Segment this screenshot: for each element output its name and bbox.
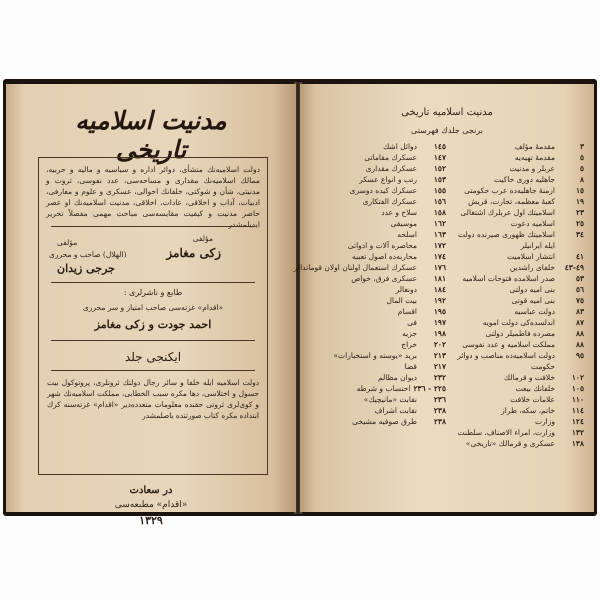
- entry-title: اسلاميتك اول عربلرك اشتغالى: [460, 208, 555, 217]
- contents-entry: [310, 284, 446, 295]
- page-number: ٢١٣: [433, 351, 446, 360]
- page-number: ١٥٨: [433, 208, 446, 217]
- entry-title: ديوان مظالم: [377, 373, 417, 382]
- page-number: ١٩٨: [433, 329, 446, 338]
- page-number: ١٥٢: [433, 164, 446, 173]
- contents-entry: [448, 394, 584, 405]
- author-name: جرجى زيدان: [57, 262, 115, 275]
- entry-title: نقابت «مانيچيك»: [363, 395, 417, 404]
- entry-title: حكومت: [530, 362, 555, 371]
- page-number: ٥: [579, 153, 584, 162]
- divider: [51, 370, 255, 371]
- entry-title: علامات خلافت: [510, 395, 555, 404]
- entry-title: محاصره آلات و ادواتى: [347, 241, 417, 250]
- page-number: ١١٠: [571, 395, 584, 404]
- page-number: ١٩٥: [433, 307, 446, 316]
- entry-title: مقدمهٔ مؤلف: [514, 142, 555, 151]
- contents-entry: [310, 306, 446, 317]
- page-header: مدنيت اسلاميه تاريخى: [401, 107, 493, 118]
- entry-title: طرق صوفيه مشيخى: [352, 417, 417, 426]
- contents-entry: [448, 339, 584, 350]
- divider: [51, 282, 255, 283]
- entry-title: فى: [407, 318, 417, 327]
- page-number: ١٣٢: [571, 428, 584, 437]
- page-number: ١٥٣: [433, 175, 446, 184]
- divider: [51, 226, 255, 227]
- page-number: ٨: [579, 175, 584, 184]
- page-number: ٢٣٦: [433, 395, 446, 404]
- contents-entry: [448, 383, 584, 394]
- entry-title: عسكرك مقدارى: [365, 164, 417, 173]
- page-number: ٥٦: [575, 285, 584, 294]
- contents-entry: [448, 405, 584, 416]
- page-number: ٢٥: [575, 219, 584, 228]
- page-number: ٨٧: [575, 318, 584, 327]
- contents-entry: [310, 383, 446, 394]
- contents-entry: [448, 438, 584, 449]
- page-number: ١٥٦: [433, 197, 446, 206]
- page-number: ١٦٣: [433, 230, 446, 239]
- entry-title: اقسام: [397, 307, 417, 316]
- entry-title: عسكرك كيده دوسرى: [349, 186, 417, 195]
- contents-entry: [310, 394, 446, 405]
- contents-entry: [448, 251, 584, 262]
- contents-entry: [448, 240, 584, 251]
- page-number: ٨٣: [575, 307, 584, 316]
- page-number: ٥٣: [575, 274, 584, 283]
- contents-page: [293, 84, 594, 512]
- book-title: مدنيت اسلاميه تاريخى: [75, 106, 227, 164]
- contents-entry: [448, 196, 584, 207]
- page-number: ١٧٢: [433, 241, 446, 250]
- entry-title: قضا: [404, 362, 417, 371]
- entry-title: اسلاميتك ظهورى صيرنده دولت: [458, 230, 555, 239]
- entry-title: عسكرك استعمال اولنان اولان قوماندالر: [293, 263, 417, 272]
- page-number: ١٢٤: [571, 417, 584, 426]
- entry-title: بنى اميه قوتى: [511, 296, 555, 305]
- contents-entry: [310, 372, 446, 383]
- page-number: ١٧٦: [433, 263, 446, 272]
- page-number: [558, 361, 584, 372]
- page-number: ٢٢٥ - ٢٣٦: [413, 384, 446, 393]
- publisher-names: احمد جودت و زكى مغامز: [94, 318, 212, 331]
- entry-title: خلفانك بيعت: [515, 384, 555, 393]
- entry-title: نقابت اشراف: [374, 406, 417, 415]
- contents-entry: [310, 240, 446, 251]
- entry-title: دوائل اشك: [383, 142, 417, 151]
- page-number: ٢٣٨: [433, 417, 446, 426]
- entry-title: اندلسده‌كى دولت امويه: [482, 318, 555, 327]
- publisher-label: طابع و ناشرلرى :: [123, 288, 183, 297]
- page-number: ٢١٧: [433, 362, 446, 371]
- divider: [51, 340, 255, 341]
- entry-title: موسيقى: [390, 219, 417, 228]
- page-number: ٣: [579, 142, 584, 151]
- page-number: ١٨١: [433, 274, 446, 283]
- volume-label: ايكنجى جلد: [124, 350, 182, 364]
- entry-title: انتشار اسلاميت: [507, 252, 555, 261]
- entry-title: جاهليه دورى حاكيت: [494, 175, 555, 184]
- contents-entry: [310, 163, 446, 174]
- contents-column-right: [448, 141, 584, 449]
- contents-entry: [448, 229, 584, 240]
- contents-entry: [448, 152, 584, 163]
- author-label: مؤلفى: [192, 234, 213, 243]
- page-number: ١٣٨: [571, 439, 584, 448]
- contents-entry: [310, 295, 446, 306]
- contents-entry: [310, 196, 446, 207]
- contents-entry: [310, 416, 446, 427]
- contents-heading: برنجى جلدك فهرستى: [411, 126, 483, 135]
- entry-title: وزارت، امراء الاصناف، سلطنت: [457, 428, 555, 437]
- contents-entry: [448, 295, 584, 306]
- page-number: ٢٣٨: [433, 406, 446, 415]
- contents-entry: [293, 262, 446, 273]
- entry-title: خلفاى راشدين: [509, 263, 555, 272]
- contents-entry: [448, 372, 584, 383]
- page-number: ١٩٧: [433, 318, 446, 327]
- contents-entry: [310, 361, 446, 372]
- author-label: مؤلفى: [57, 238, 78, 247]
- author-note: (الهلال) صاحب و محررى: [49, 250, 127, 259]
- contents-entry: [310, 141, 446, 152]
- page-number: ١٠٢: [571, 373, 584, 382]
- entry-title: سلاح و عدد: [381, 208, 417, 217]
- title-page: [6, 84, 296, 527]
- page-number: ١٧٤: [433, 252, 446, 261]
- page-number: ٣٤: [575, 230, 584, 239]
- contents-entry: [448, 141, 584, 152]
- page-number: ١٦٢: [433, 219, 446, 228]
- publication-place: در سعادت: [129, 485, 173, 496]
- contents-entry: [448, 207, 584, 218]
- author-name: زكى مغامز: [166, 246, 221, 260]
- contents-entry: [310, 273, 446, 284]
- page-number: ١٥: [575, 186, 584, 195]
- entry-title: دولت عباسيه: [514, 307, 555, 316]
- series-note: دولت اسلاميه ايله خلفا و سائر رجال دولتك ثروتلرى، پروتوكول بيت حسول و اختلاسى، دها مكره سبب الخطابى، مملكت اسلاميه‌نك شهر و كوى‌لرى ثروتى حقنده معلومات متعدده‌دیر «اقدام» غزته‌سنه كرك ابتداده مكره كتاب صورتنده باصلمشدر: [47, 378, 259, 420]
- page-number: ٨٨: [575, 329, 584, 338]
- entry-title: مملكت اسلاميه و عدد نفوسى: [462, 340, 555, 349]
- page-number: ١٤٧: [433, 153, 446, 162]
- intro-text: دولت اسلاميه‌نك منشأى، دوائر اداره و سياسيه و مالیه و حربيه، ممالك اسلاميه‌نك مقدارى و مساحه‌سى، عدد نفوسى، ثروت و مدنيتى، شأن و شوكتى، خلفانك احوالى، عسكرى و علوم و معارفى، ادبيات، آداب و اخلاقى، عادات، اخلاقى، مدنيت اسلاميه‌نك او عصر حاضر مدنيت و كيفيت مقایسه‌سى مباحث مهمی مفصلاً تحرير ايديلمشدر: [46, 165, 260, 229]
- contents-entry: [310, 328, 446, 339]
- entry-title: عسكرك الفتكارى: [362, 197, 417, 206]
- entry-title: محاربه‌ده اصول تعبيه: [352, 252, 417, 261]
- entry-title: صدر اسلامده فتوحات اسلاميه: [462, 274, 555, 283]
- page-number: ١٩٢: [433, 296, 446, 305]
- page-number: ١٩: [575, 197, 584, 206]
- contents-entry: [310, 152, 446, 163]
- publication-year: ١٣٢٩: [139, 514, 163, 527]
- entry-title: كعبهٔ معظمه، تجارت، قريش: [468, 197, 555, 206]
- entry-title: بنى اميه دولتى: [509, 285, 555, 294]
- contents-entry: [448, 273, 584, 284]
- entry-title: عسكرى و قرمالك «تاريخى»: [465, 439, 555, 448]
- contents-entry: [448, 185, 584, 196]
- contents-entry: [448, 284, 584, 295]
- page-number: ٤١: [575, 252, 584, 261]
- page-number: ٩٥: [575, 351, 584, 360]
- contents-entry: [448, 350, 584, 361]
- entry-title: اسلاميه دعوت: [510, 219, 555, 228]
- page-number: ٥: [579, 164, 584, 173]
- contents-entry: [448, 306, 584, 317]
- contents-entry: [448, 416, 584, 427]
- entry-title: جزيه: [402, 329, 417, 338]
- page-number: ١٨٤: [433, 285, 446, 294]
- contents-entry: [310, 317, 446, 328]
- contents-entry: [310, 174, 446, 185]
- contents-entry: [310, 251, 446, 262]
- contents-entry: [448, 262, 584, 273]
- entry-title: دونغالر: [395, 285, 417, 294]
- page-number: ١٠٥: [571, 384, 584, 393]
- contents-entry: [448, 361, 584, 372]
- entry-title: وزارت: [534, 417, 555, 426]
- contents-entry: [448, 328, 584, 339]
- entry-title: بريد «يوسته و استخبارات»: [333, 351, 417, 360]
- page-number: ٨٨: [575, 340, 584, 349]
- entry-title: خراج: [401, 340, 417, 349]
- entry-title: اسلحه: [397, 230, 417, 239]
- contents-entry: [310, 185, 446, 196]
- entry-title: دولت اسلاميه‌ده مناصب و دوائر: [457, 351, 555, 360]
- contents-entry: [448, 218, 584, 229]
- entry-title: بيت المال: [386, 296, 417, 305]
- page-number: ٧٥: [575, 296, 584, 305]
- contents-entry: [310, 350, 446, 361]
- entry-title: مقدمهٔ تهيه‌يه: [514, 153, 555, 162]
- page-number: ٤٩-٤٣: [564, 263, 584, 272]
- entry-title: خلافت و قرمالك: [503, 373, 555, 382]
- entry-title: عسكرى فرق، خواص: [351, 274, 417, 283]
- contents-entry: [448, 163, 584, 174]
- page-number: [558, 240, 584, 251]
- contents-entry: [310, 207, 446, 218]
- contents-entry: [310, 218, 446, 229]
- page-number: ٢٣: [575, 208, 584, 217]
- page-number: ٢٣٢: [433, 373, 446, 382]
- page-number: ١١٤: [571, 406, 584, 415]
- entry-title: رتب و انواع عسكر: [359, 175, 417, 184]
- contents-entry: [310, 229, 446, 240]
- entry-title: عسكرك مقاماتى: [364, 153, 417, 162]
- entry-title: خاتم، سكه، طراز: [501, 406, 555, 415]
- title-frame: [38, 157, 268, 475]
- entry-title: ازمنهٔ جاهليه‌ده عرب حكومتى: [464, 186, 555, 195]
- contents-entry: [448, 317, 584, 328]
- page-number: ٢٠٢: [433, 340, 446, 349]
- contents-column-left: [293, 141, 446, 427]
- entry-title: ايله ايرانيلر: [520, 241, 555, 250]
- publisher-line: «اقدام» غزته‌سى صاحب امتياز و سر محررى: [82, 303, 224, 312]
- entry-title: احتساب و شرطه: [356, 384, 411, 393]
- contents-entry: [448, 427, 584, 438]
- contents-entry: [310, 405, 446, 416]
- page-number: ١٤٥: [433, 142, 446, 151]
- entry-title: مصرده فاطميلر دولتى: [485, 329, 555, 338]
- contents-entry: [310, 339, 446, 350]
- page-number: ١٥٥: [433, 186, 446, 195]
- entry-title: عربلر و مدنيت: [509, 164, 555, 173]
- press-name: «اقدام» مطبعه‌سى: [114, 500, 188, 510]
- contents-entry: [448, 174, 584, 185]
